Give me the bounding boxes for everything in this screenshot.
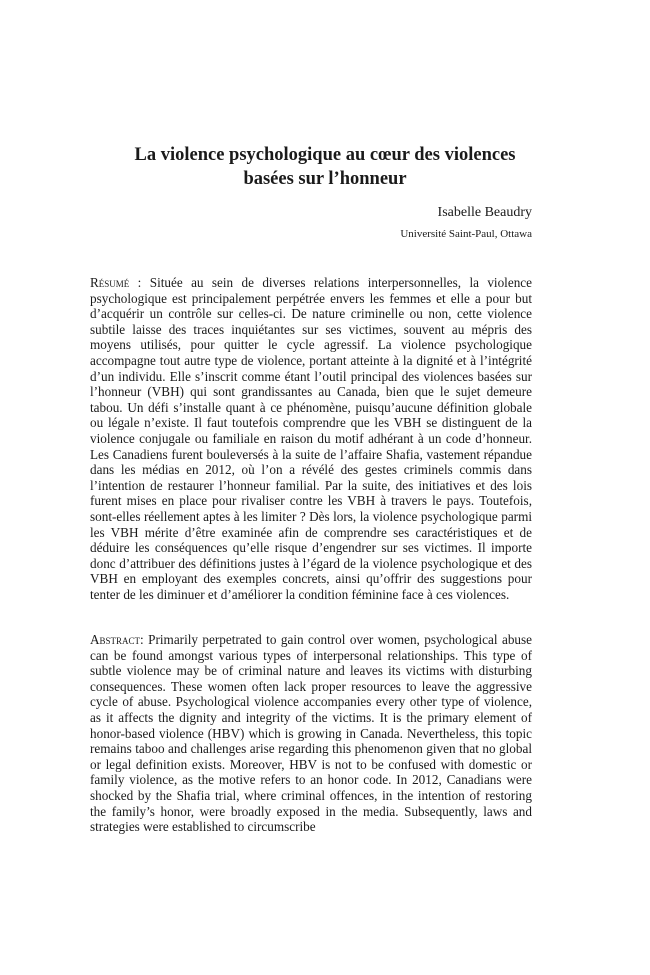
article-title [90, 143, 560, 191]
abstract-text: Primarily perpetrated to gain control over women, psychological abuse can be found amongst various types of interpersonal relationships. This type of subtle violence may be of criminal nature and leaves its victims with disturbing consequences. These women often lack proper resources to leave the aggressive cycle of abuse. Psychological violence accompanies every other type of violence, as it affects the dignity and integrity of the victims. It is the primary element of honor-based violence (HBV) which is growing in Canada. Nevertheless, this topic remains taboo and challenges arise regarding this phenomenon given that no global or legal definition exists. Moreover, HBV is not to be confused with domestic or family violence, as the motive refers to an honor code. In 2012, Canadians were shocked by the Shafia trial, where criminal offences, in the intention of restoring the family’s honor, were broadly exposed in the media. Subsequently, laws and strategies were established to circumscribe [90, 632, 532, 835]
author-affiliation: Université Saint-Paul, Ottawa [400, 228, 532, 240]
article-title-line-1: La violence psychologique au cœur des violences [134, 145, 516, 165]
author-name: Isabelle Beaudry [437, 205, 532, 220]
abstract-heading: Abstract [90, 632, 141, 647]
abstract-separator: : [140, 632, 149, 647]
resume-text: Située au sein de diverses relations interpersonnelles, la violence psychologique est principalement perpétrée envers les femmes et elle a pour but d’acquérir un contrôle sur celles-ci. De nature criminelle ou non, cette violence subtile laisse des traces inquiétantes sur ses victimes, souvent au mépris des moyens utilisés, pour quitter le cycle agressif. La violence psychologique accompagne tout autre type de violence, portant atteinte à la dignité et à l’intégrité d’un individu. Elle s’inscrit comme étant l’outil principal des violences basées sur l’honneur (VBH) qui sont grandissantes au Canada, bien que le sujet demeure tabou. Un défi s’installe quant à ce phénomène, puisqu’aucune définition globale ou légale n’existe. Il faut toutefois comprendre que les VBH se distinguent de la violence conjugale ou familiale en raison du motif adhérant à un code d’honneur. Les Canadiens furent bouleversés à la suite de l’affaire Shafia, vastement répandue dans les médias en 2012, où l’on a révélé des gestes criminels commis dans l’intention de restaurer l’honneur familial. Par la suite, des initiatives et des lois furent mises en place pour rivaliser contre les VBH à travers le pays. Toutefois, sont-elles réellement aptes à les limiter ? Dès lors, la violence psychologique parmi les VBH mérite d’être examinée afin de comprendre ses caractéristiques et de déduire les conséquences qu’elle risque d’engendrer sur ses victimes. Il importe donc d’attribuer des définitions justes à l’égard de la violence psychologique et des VBH en employant des exemples concrets, ainsi qu’offrir des suggestions pour tenter de les diminuer et d’améliorer la condition féminine face à ces violences. [90, 275, 532, 602]
english-abstract [90, 632, 532, 835]
french-abstract [90, 275, 532, 602]
resume-separator: : [129, 275, 150, 290]
resume-heading: Résumé [90, 275, 130, 290]
article-title-line-2: basées sur l’honneur [243, 169, 407, 189]
